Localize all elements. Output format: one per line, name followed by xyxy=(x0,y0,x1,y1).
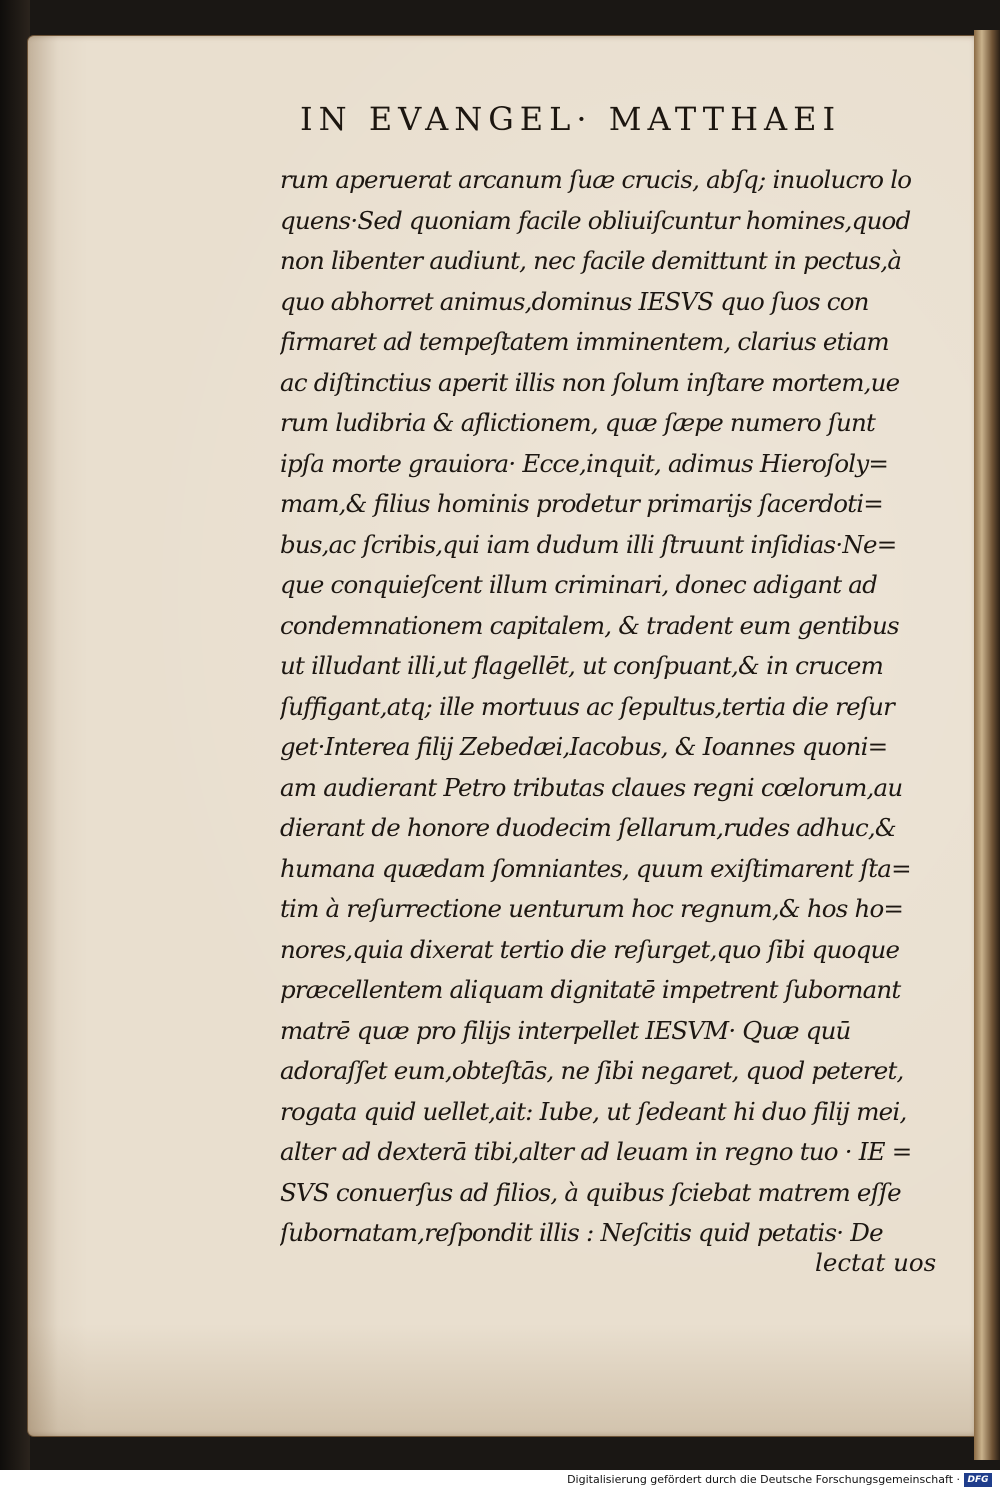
text-line: adoraſſet eum,obteſtās, ne ſibi negaret, quod peteret, xyxy=(280,1056,904,1085)
text-line: que conquieſcent illum criminari, donec adigant ad xyxy=(280,570,877,599)
text-line: alter ad dexterā tibi,alter ad leuam in regno tuo · IE = xyxy=(280,1137,912,1166)
text-line: dierant de honore duodecim ſellarum,rudes adhuc,& xyxy=(280,813,896,842)
text-line: bus,ac ſcribis,qui iam dudum illi ſtruunt inſidias·Ne= xyxy=(280,529,897,559)
text-line: ſuffigant,atq; ille mortuus ac ſepultus,tertia die reſur xyxy=(280,691,895,721)
text-line: am audierant Petro tributas claues regni cœlorum,au xyxy=(280,772,903,802)
text-line: rum aperuerat arcanum ſuæ crucis, abſq; inuolucro lo xyxy=(280,165,912,194)
text-line: rogata quid uellet,ait: Iube, ut ſedeant hi duo filij mei, xyxy=(280,1096,907,1126)
running-head: IN EVANGEL· MATTHAEI xyxy=(300,100,842,138)
binding-shadow xyxy=(0,0,30,1470)
page-fore-edge xyxy=(974,30,1000,1460)
catchword: lectat uos xyxy=(815,1248,937,1277)
text-line: nores,quia dixerat tertio die reſurget,quo ſibi quoque xyxy=(280,934,900,964)
text-line: firmaret ad tempeſtatem imminentem, clarius etiam xyxy=(280,327,889,356)
text-line: ipſa morte grauiora· Ecce,inquit, adimus Hieroſoly= xyxy=(280,448,889,478)
body-text xyxy=(280,160,930,1254)
text-line: mam,& filius hominis prodetur primarijs ſacerdoti= xyxy=(280,489,884,518)
text-line: non libenter audiunt, nec facile demittunt in pectus,à xyxy=(280,246,902,275)
text-line: SVS conuerſus ad filios, à quibus ſciebat matrem eſſe xyxy=(280,1177,901,1207)
text-line: ac diſtinctius aperit illis non ſolum inſtare mortem,ue xyxy=(280,367,900,397)
text-line: humana quædam ſomniantes, quum exiſtimarent ſta= xyxy=(280,853,911,883)
funding-note: Digitalisierung gefördert durch die Deutsche Forschungsgemeinschaft · xyxy=(567,1473,960,1486)
text-line: quo abhorret animus,dominus IESVS quo ſuos con xyxy=(280,286,869,316)
text-line: condemnationem capitalem, & tradent eum gentibus xyxy=(280,610,899,640)
text-line: get·Interea filij Zebedæi,Iacobus, & Ioannes quoni= xyxy=(280,732,888,761)
text-line: præcellentem aliquam dignitatē impetrent ſubornant xyxy=(280,975,901,1004)
text-line: ut illudant illi,ut flagellēt, ut conſpuant,& in crucem xyxy=(280,651,884,680)
text-line: tim à reſurrectione uenturum hoc regnum,& hos ho= xyxy=(280,894,904,923)
dfg-logo-icon: DFG xyxy=(964,1473,992,1487)
text-line: rum ludibria & aflictionem, quæ ſæpe numero ſunt xyxy=(280,408,876,437)
footer-bar xyxy=(0,1470,1000,1491)
text-line: matrē quæ pro filijs interpellet IESVM· Quæ quū xyxy=(280,1015,851,1045)
text-line: ſubornatam,reſpondit illis : Neſcitis quid petatis· De xyxy=(280,1218,883,1247)
text-line: quens·Sed quoniam facile obliuiſcuntur homines,quod xyxy=(280,205,911,235)
